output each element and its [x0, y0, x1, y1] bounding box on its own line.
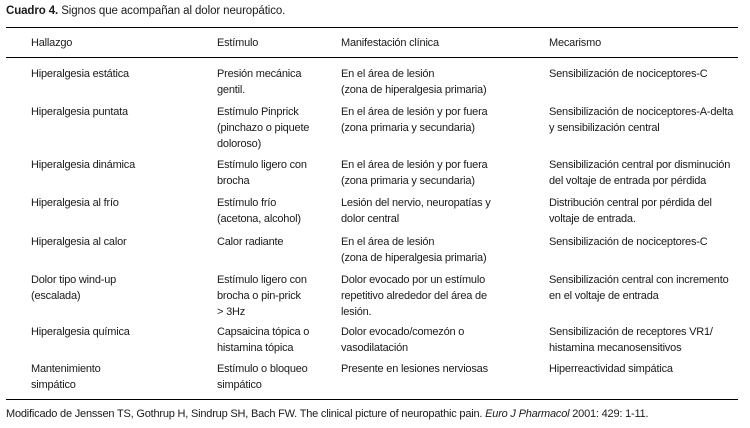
table-cell-manifestacion	[341, 324, 464, 356]
cell-line: Hiperalgesia al calor	[31, 236, 127, 248]
table-cell-manifestacion	[341, 361, 488, 377]
table-cell-mecanismo	[549, 234, 708, 250]
header-hallazgo: Hallazgo	[31, 37, 73, 49]
cell-line: Presión mecánica	[217, 68, 302, 80]
cell-line: Hiperalgesia puntata	[31, 106, 128, 118]
cell-line: Dolor evocado por un estímulo	[341, 274, 486, 286]
cell-line: Sensibilización de nociceptores-C	[549, 68, 708, 80]
table-cell-hallazgo	[31, 234, 126, 250]
cell-line: (acetona, alcohol)	[217, 213, 301, 225]
table-top-rule	[6, 27, 738, 28]
table-cell-estimulo	[217, 157, 307, 189]
cell-line: simpático	[31, 379, 76, 391]
cell-line: histamina tópica	[217, 342, 294, 354]
table-cell-hallazgo	[31, 361, 101, 393]
cell-line: Dolor tipo wind-up	[31, 274, 117, 286]
cell-line: Estímulo ligero con	[217, 274, 307, 286]
table-cell-manifestacion	[341, 157, 487, 189]
table-cell-estimulo	[217, 66, 301, 98]
header-estimulo: Estímulo	[217, 37, 259, 49]
caption-label: Cuadro 4.	[6, 5, 59, 17]
header-manifestacion: Manifestación clínica	[341, 37, 439, 49]
table-cell-mecanismo	[549, 361, 673, 377]
cell-line: y sensibilización central	[549, 122, 660, 134]
cell-line: > 3Hz	[217, 306, 246, 318]
table-cell-manifestacion	[341, 104, 487, 136]
cell-line: doloroso)	[217, 138, 262, 150]
table-cell-hallazgo	[31, 195, 119, 211]
cell-line: En el área de lesión	[341, 236, 435, 248]
table-cell-hallazgo	[31, 104, 128, 120]
cell-line: voltaje de entrada.	[549, 213, 636, 225]
cell-line: Estímulo ligero con	[217, 159, 307, 171]
cell-line: Sensibilización central por disminución	[549, 159, 731, 171]
cell-line: histamina mecanosensitivos	[549, 342, 682, 354]
cell-line: Estímulo Pinprick	[217, 106, 299, 118]
table-cell-hallazgo	[31, 272, 116, 304]
cell-line: Hiperalgesia dinámica	[31, 159, 136, 171]
cell-line: simpático	[217, 379, 262, 391]
table-bottom-rule	[6, 399, 738, 400]
cell-line: Presente en lesiones nerviosas	[341, 363, 488, 375]
table-cell-manifestacion	[341, 234, 486, 266]
table-cell-mecanismo	[549, 157, 730, 189]
cell-line: (pinchazo o piquete	[217, 122, 310, 134]
footnote-prefix: Modificado de Jenssen TS, Gothrup H, Sindrup SH, Bach FW. The clinical picture of neuropathic pain.	[6, 408, 486, 420]
table-cell-mecanismo	[549, 195, 712, 227]
table-cell-manifestacion	[341, 272, 487, 320]
cell-line: repetitivo alrededor del área de	[341, 290, 487, 302]
footnote-suffix: 2001: 429: 1-11.	[569, 408, 649, 420]
table-cell-estimulo	[217, 361, 308, 393]
cell-line: (zona primaria y secundaria)	[341, 122, 475, 134]
table-cell-hallazgo	[31, 66, 129, 82]
cell-line: en el voltaje de entrada	[549, 290, 659, 302]
cell-line: En el área de lesión y por fuera	[341, 106, 488, 118]
caption-text: Signos que acompañan al dolor neuropático.	[58, 5, 286, 17]
cell-line: (escalada)	[31, 290, 81, 302]
table-cell-mecanismo	[549, 66, 708, 82]
cell-line: (zona de hiperalgesia primaria)	[341, 84, 487, 96]
cell-line: vasodilatación	[341, 342, 408, 354]
table-cell-mecanismo	[549, 324, 713, 356]
cell-line: Calor radiante	[217, 236, 284, 248]
table-caption	[6, 5, 285, 17]
table-cell-manifestacion	[341, 195, 491, 227]
cell-line: lesión.	[341, 306, 372, 318]
cell-line: gentil.	[217, 84, 245, 96]
table-cell-estimulo	[217, 324, 309, 356]
cell-line: Estímulo frío	[217, 197, 277, 209]
cell-line: Sensibilización de receptores VR1/	[549, 326, 713, 338]
cell-line: Lesión del nervio, neuropatías y	[341, 197, 491, 209]
table-header-rule	[6, 57, 738, 58]
cell-line: del voltaje de entrada por pérdida	[549, 175, 707, 187]
table-cell-hallazgo	[31, 157, 135, 173]
cell-line: Sensibilización central con incremento	[549, 274, 729, 286]
cell-line: Hiperalgesia química	[31, 326, 130, 338]
table-cell-estimulo	[217, 272, 307, 320]
table-cell-estimulo	[217, 234, 283, 250]
cell-line: dolor central	[341, 213, 399, 225]
table-cell-estimulo	[217, 195, 301, 227]
cell-line: Capsaicina tópica o	[217, 326, 310, 338]
cell-line: brocha	[217, 175, 250, 187]
cell-line: Hiperalgesia estática	[31, 68, 129, 80]
cell-line: brocha o pin-prick	[217, 290, 301, 302]
cell-line: Dolor evocado/comezón o	[341, 326, 465, 338]
cell-line: (zona primaria y secundaria)	[341, 175, 475, 187]
cell-line: Sensibilización de nociceptores-A-delta	[549, 106, 734, 118]
cell-line: Estímulo o bloqueo	[217, 363, 308, 375]
table-cell-estimulo	[217, 104, 309, 152]
table-cell-manifestacion	[341, 66, 486, 98]
cell-line: (zona de hiperalgesia primaria)	[341, 252, 487, 264]
cell-line: En el área de lesión y por fuera	[341, 159, 488, 171]
table-footnote	[6, 408, 648, 420]
cell-line: Hiperreactividad simpática	[549, 363, 673, 375]
cell-line: Distribución central por pérdida del	[549, 197, 712, 209]
footnote-journal: Euro J Pharmacol	[485, 408, 570, 420]
table-cell-mecanismo	[549, 272, 729, 304]
cell-line: En el área de lesión	[341, 68, 435, 80]
header-mecanismo: Mecarismo	[549, 37, 601, 49]
cell-line: Mantenimiento	[31, 363, 101, 375]
table-cell-mecanismo	[549, 104, 733, 136]
cell-line: Hiperalgesia al frío	[31, 197, 119, 209]
table-cell-hallazgo	[31, 324, 130, 340]
cell-line: Sensibilización de nociceptores-C	[549, 236, 708, 248]
